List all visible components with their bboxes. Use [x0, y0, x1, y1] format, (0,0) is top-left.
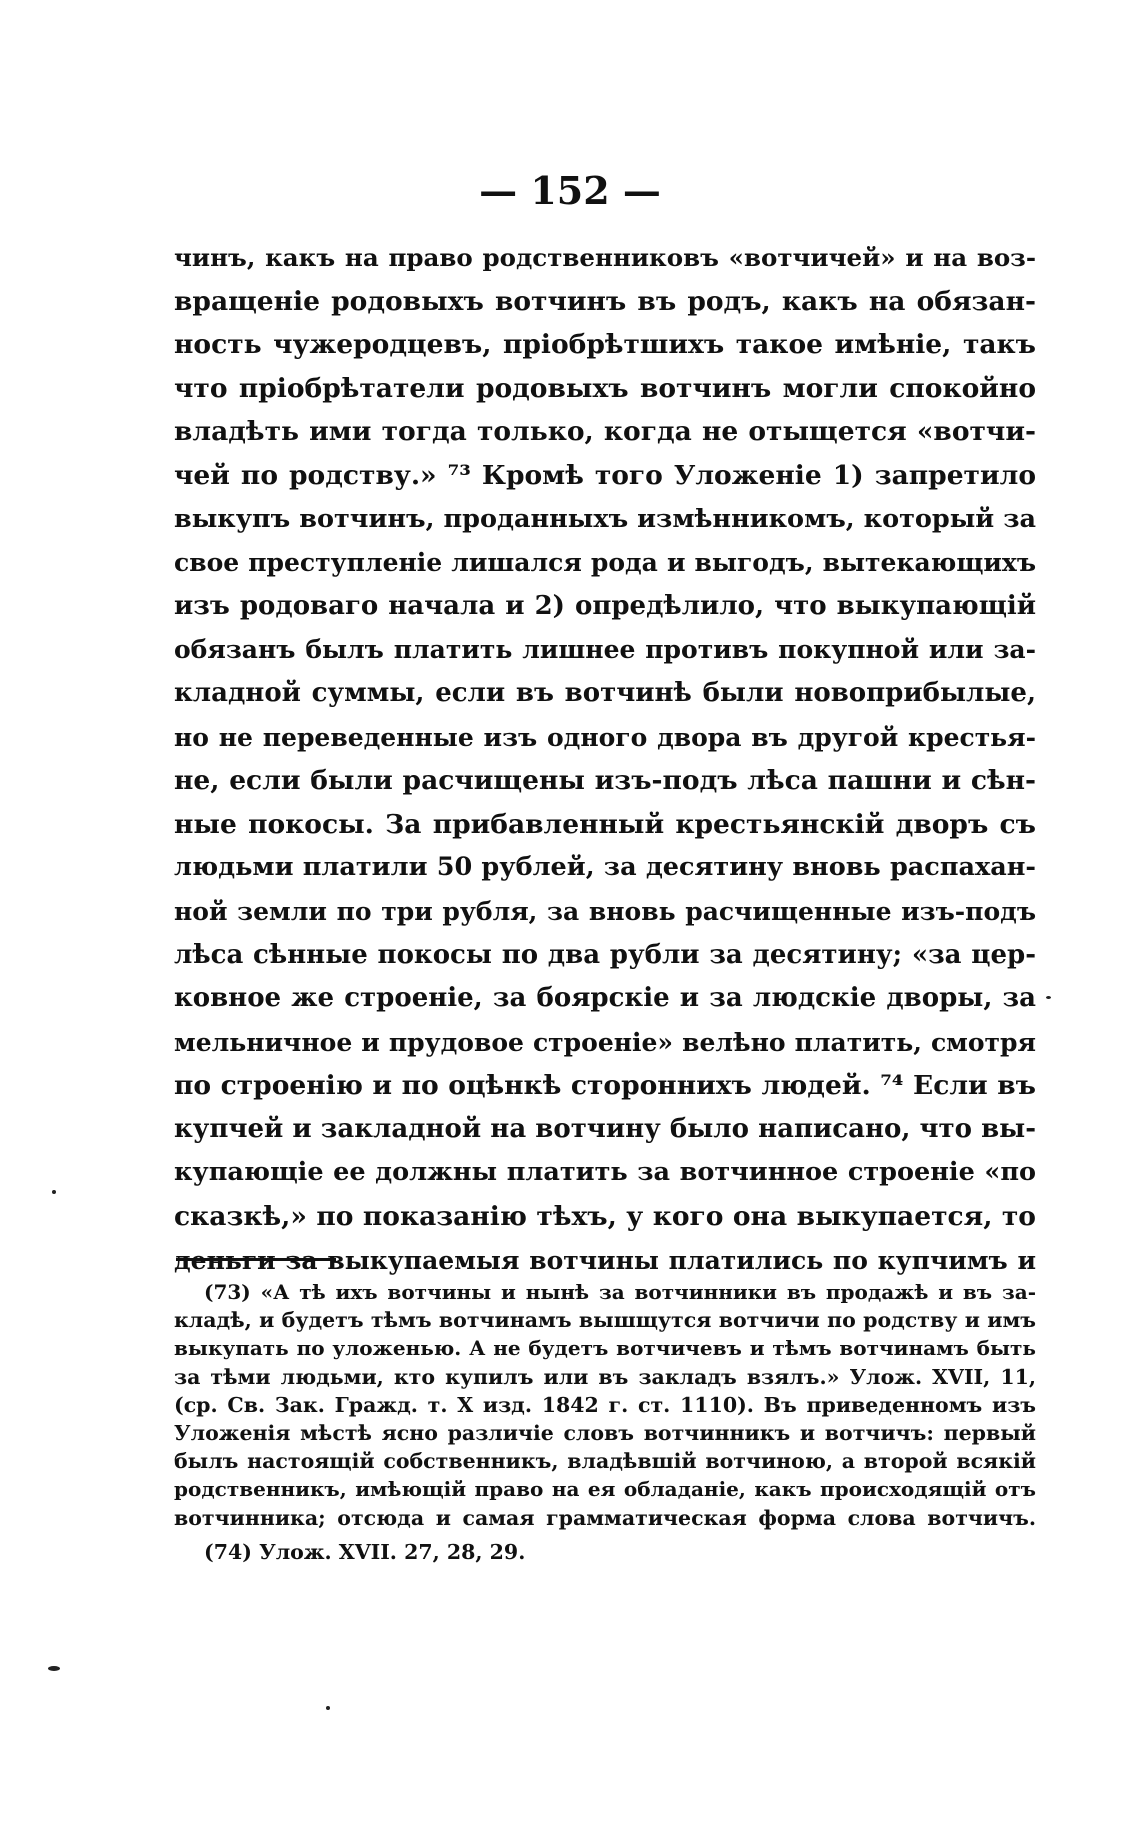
footnote-line: кладѣ, и будетъ тѣмъ вотчинамъ вышщутся вотчичи по родству и имъ — [174, 1308, 1036, 1333]
scan-speck — [1046, 996, 1051, 999]
text-line: деньги за выкупаемыя вотчины платились по купчимъ и — [174, 1245, 1036, 1275]
text-line: купчей и закладной на вотчину было написано, что вы- — [174, 1113, 1036, 1144]
scan-speck — [48, 1666, 60, 1671]
text-line: ность чужеродцевъ, пріобрѣтшихъ такое имѣніе, такъ — [174, 329, 1036, 361]
footnote-separator — [176, 1258, 336, 1261]
text-line: обязанъ былъ платить лишнее противъ покупной или за- — [174, 635, 1036, 665]
text-line: ковное же строеніе, за боярскіе и за людскіе дворы, за — [174, 983, 1036, 1014]
text-line: изъ родоваго начала и 2) опредѣлило, что выкупающій — [174, 590, 1036, 621]
footnote-73 — [174, 1278, 1036, 1532]
footnote-line: былъ настоящій собственникъ, владѣвшій вотчиною, а второй всякій — [174, 1449, 1036, 1474]
text-line: купающіе ее должны платить за вотчинное строеніе «по — [174, 1157, 1036, 1188]
footnote-line: Уложенія мѣстѣ ясно различіе словъ вотчинникъ и вотчичъ: первый — [174, 1421, 1036, 1446]
page-number: — 152 — — [479, 168, 661, 213]
text-line: кладной суммы, если въ вотчинѣ были новоприбылые, — [174, 677, 1036, 708]
footnote-74: (74) Улож. XVII. 27, 28, 29. — [204, 1539, 526, 1564]
text-line: но не переведенные изъ одного двора въ другой крестья- — [174, 722, 1036, 752]
scan-speck — [52, 1190, 56, 1194]
footnote-line: выкупать по уложенью. А не будетъ вотчичевъ и тѣмъ вотчинамъ быть — [174, 1336, 1036, 1361]
text-line: свое преступленіе лишался рода и выгодъ, вытекающихъ — [174, 548, 1036, 578]
footnote-line: вотчинника; отсюда и самая грамматическая форма слова вотчичъ. — [174, 1505, 1036, 1530]
text-line: по строенію и по оцѣнкѣ стороннихъ людей. ⁷⁴ Если въ — [174, 1070, 1036, 1102]
text-line: чей по родству.» ⁷³ Кромѣ того Уложеніе 1) запретило — [174, 459, 1036, 491]
text-line: лѣса сѣнные покосы по два рубли за десятину; «за цер- — [174, 939, 1036, 970]
text-line: вращеніе родовыхъ вотчинъ въ родъ, какъ на обязан- — [174, 285, 1036, 317]
text-line: не, если были расчищены изъ-подъ лѣса пашни и сѣн- — [174, 765, 1036, 797]
main-text — [174, 236, 1036, 1282]
text-line: ной земли по три рубля, за вновь расчищенные изъ-подъ — [174, 896, 1036, 926]
footnote-line: за тѣми людьми, кто купилъ или въ закладъ взялъ.» Улож. XVII, 11, — [174, 1364, 1036, 1389]
text-line: сказкѣ,» по показанію тѣхъ, у кого она выкупается, то — [174, 1201, 1036, 1233]
footnote-line: (ср. Св. Зак. Гражд. т. X изд. 1842 г. ст. 1110). Въ приведенномъ изъ — [174, 1392, 1036, 1417]
scan-speck — [326, 1706, 330, 1710]
footnote-line: родственникъ, имѣющій право на ея обладаніе, какъ происходящій отъ — [174, 1477, 1036, 1502]
text-line: владѣть ими тогда только, когда не отыщется «вотчи- — [174, 416, 1036, 448]
text-line: ные покосы. За прибавленный крестьянскій дворъ съ — [174, 808, 1036, 840]
footnotes — [174, 1278, 1036, 1566]
text-line: что пріобрѣтатели родовыхъ вотчинъ могли спокойно — [174, 372, 1036, 404]
text-line: людьми платили 50 рублей, за десятину вновь распахан- — [174, 852, 1036, 883]
footnote-line: (73) «А тѣ ихъ вотчины и нынѣ за вотчинники въ продажѣ и въ за- — [204, 1280, 1036, 1304]
text-line: мельничное и прудовое строеніе» велѣно платить, смотря — [174, 1027, 1036, 1057]
text-line: чинъ, какъ на право родственниковъ «вотчичей» и на воз- — [174, 243, 1036, 272]
text-line: выкупъ вотчинъ, проданныхъ измѣнникомъ, который за — [174, 503, 1036, 534]
